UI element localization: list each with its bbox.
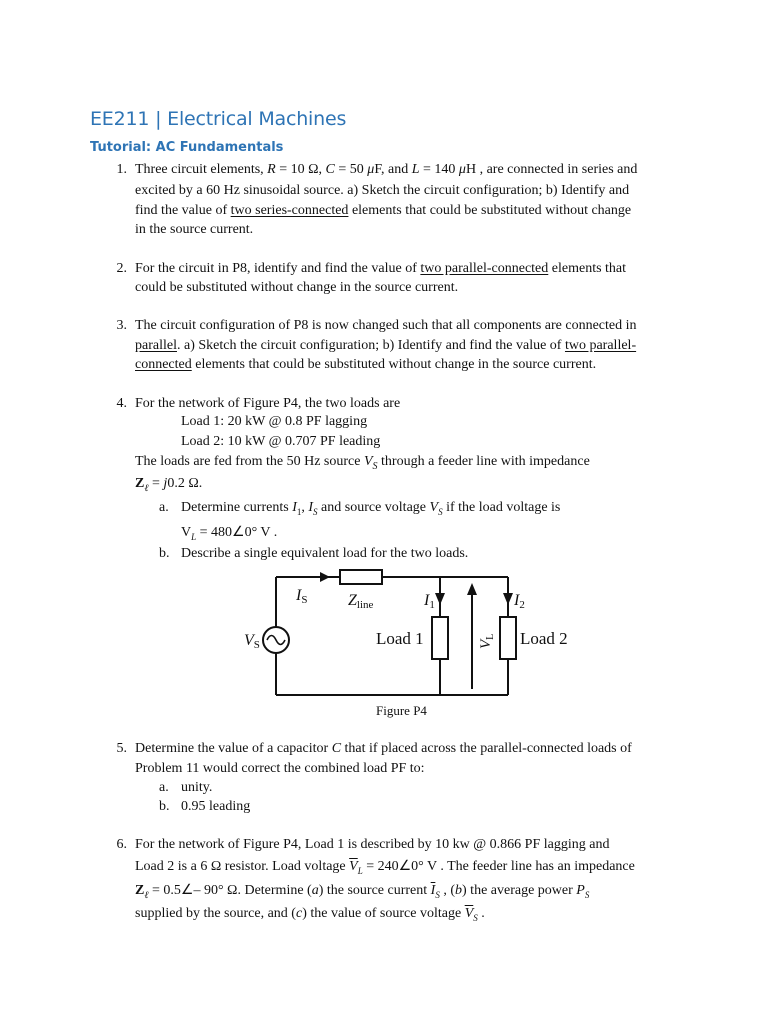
voltage-arrowhead-vl <box>467 583 477 595</box>
problem-number: 1. <box>116 162 127 177</box>
label-load-1: Load 1 <box>376 629 424 648</box>
sub-item-text: unity. <box>181 780 213 795</box>
sub-item-text: Determine currents $I_1$, $I_S$ and source voltage $V_S$ if the load voltage is <box>181 500 561 517</box>
label-load-2: Load 2 <box>520 629 568 648</box>
problem-number: 6. <box>116 837 127 852</box>
problem-line: in the source current. <box>135 222 254 237</box>
problem-line: Determine the value of a capacitor C that if placed across the parallel-connected loads of <box>135 741 632 756</box>
sub-item-text: 0.95 leading <box>181 799 251 814</box>
problem-line: supplied by the source, and (c) the value of source voltage $\overline{V}_S$ . <box>135 906 485 923</box>
problem-line: For the network of Figure P4, Load 1 is described by 10 kw @ 0.866 PF lagging and <box>135 837 610 852</box>
problem-line: could be substituted without change in the source current. <box>135 280 459 295</box>
label-vs: VS <box>244 632 260 651</box>
current-arrow-i1 <box>435 593 445 605</box>
problem-line: The loads are fed from the 50 Hz source $V_S$ through a feeder line with impedance <box>135 454 590 472</box>
problem-number: 3. <box>116 318 127 333</box>
figure-caption: Figure P4 <box>376 703 427 718</box>
problem-line: $Z_\ell$ = 0.5∠– 90° Ω. Determine (a) the source current $\overline{I}_S$ , (b) the average power $P_S$ <box>135 883 590 901</box>
load-2-resistor <box>500 617 516 659</box>
problem-line: excited by a 60 Hz sinusoidal source. a) Sketch the circuit configuration; b) Identify and <box>135 183 630 198</box>
sub-item-label: a. <box>159 780 169 795</box>
problem-number: 5. <box>116 741 127 756</box>
figure-p4-circuit <box>228 565 568 700</box>
problem-line: parallel. a) Sketch the circuit configuration; b) Identify and find the value of two parallel- <box>135 338 637 353</box>
problem-number: 4. <box>116 396 127 411</box>
sub-item-label: a. <box>159 500 169 515</box>
problem-line: Problem 11 would correct the combined load PF to: <box>135 761 425 776</box>
current-arrow-i2 <box>503 593 513 605</box>
page-title: EE211 | Electrical Machines <box>90 108 347 130</box>
label-i2: I2 <box>514 592 525 611</box>
impedance-line: $Z_\ell = j0.2$ Ω. <box>135 476 203 494</box>
load-2-spec: Load 2: 10 kW @ 0.707 PF leading <box>181 434 381 449</box>
sub-item-label: b. <box>159 546 170 561</box>
label-zline: Zline <box>348 592 374 611</box>
problem-line: For the circuit in P8, identify and find the value of two parallel-connected elements that <box>135 261 627 276</box>
page-subtitle: Tutorial: AC Fundamentals <box>90 140 284 155</box>
load-voltage-line: $V_L$ = 480∠0° V . <box>181 525 278 542</box>
problem-line: Three circuit elements, R = 10 Ω, C = 50 μF, and L = 140 μH , are connected in series and <box>135 162 638 177</box>
zline-resistor <box>340 570 382 584</box>
problem-line: The circuit configuration of P8 is now changed such that all components are connected in <box>135 318 637 333</box>
sub-item-text: Describe a single equivalent load for the two loads. <box>181 546 469 561</box>
problem-line: Load 2 is a 6 Ω resistor. Load voltage $\overline{V}_L$ = 240∠0° V . The feeder line has an impedance <box>135 859 635 876</box>
sub-item-label: b. <box>159 799 170 814</box>
label-is: IS <box>296 587 308 606</box>
problem-number: 2. <box>116 261 127 276</box>
problem-line: find the value of two series-connected elements that could be substituted without change <box>135 203 632 218</box>
problem-line: For the network of Figure P4, the two loads are <box>135 396 401 411</box>
label-i1: I1 <box>424 592 435 611</box>
load-1-spec: Load 1: 20 kW @ 0.8 PF lagging <box>181 414 368 429</box>
label-vl: $V_L$ <box>478 633 496 649</box>
load-1-resistor <box>432 617 448 659</box>
problem-line: connected elements that could be substituted without change in the source current. <box>135 357 597 372</box>
current-arrow-is <box>320 572 330 582</box>
